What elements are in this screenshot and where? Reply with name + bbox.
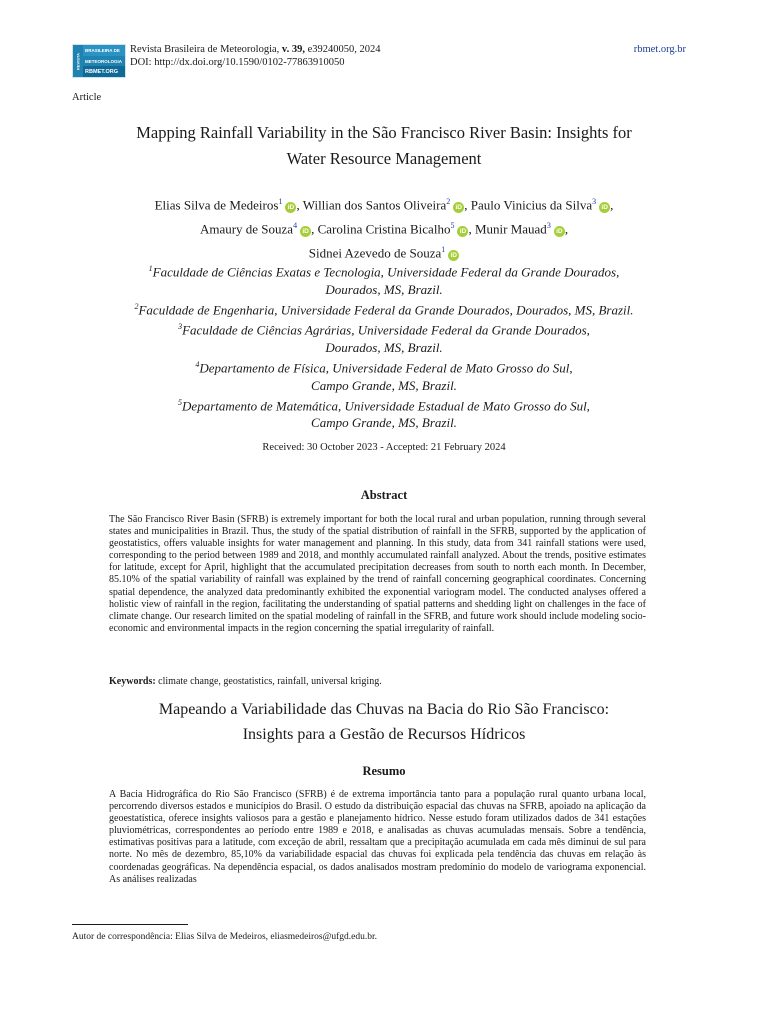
- resumo-text: A Bacia Hidrográfica do Rio São Francisco (SFRB) é de extrema importância tanto para a população rural quanto urbana local, percorrendo diversos estados e municípios do Brasil. O estudo da distribuição espacial das chuvas na SFRB, apoiado na aplicação da geoestatística, oferece insights valiosos para a gestão e planejamento hídrico. Nesse estudo foram utilizados dados de 341 estações pluviométricas, correspondentes ao período entre 1989 e 2018, e analisadas as chuvas acumuladas mensais. Sobre a tendência, estimativas positivas para a latitude, com exceção de abril, ressaltam que a precipitação acumulada em cada mês diminui de sul para norte. No mês de dezembro, 85,10% da variabilidade espacial das chuvas foi explicada pela tendência das chuvas em relação às coordenadas geográficas. Na dependência espacial, os dados analisados mostram predomínio do modelo de variograma exponencial. As análises realizadas: [109, 789, 646, 885]
- logo-line-1: BRASILEIRA DE: [83, 45, 125, 56]
- author-line-2: Amaury de Souza$^4$iD , Carolina Cristina Bicalho$^5$iD , Munir Mauad$^3$iD ,: [199, 220, 569, 237]
- affiliation-number: 1: [148, 264, 153, 273]
- article-id: e39240050, 2024: [307, 44, 381, 55]
- author-name: Elias Silva de Medeiros: [154, 197, 279, 213]
- journal-citation: [130, 43, 381, 56]
- received-dates: Received: 30 October 2023 - Accepted: 21 February 2024: [262, 442, 506, 453]
- affiliation-line: Faculdade de Engenharia, Universidade Federal da Grande Dourados, Dourados, MS, Brazil.: [138, 302, 634, 318]
- author-affil-ref[interactable]: 4: [293, 220, 298, 230]
- portuguese-title: [100, 697, 668, 747]
- orcid-icon[interactable]: iD: [554, 226, 565, 237]
- affiliation-line: Dourados, MS, Brazil.: [325, 339, 443, 355]
- keywords: [109, 676, 646, 688]
- keywords-list: climate change, geostatistics, rainfall, universal kriging.: [158, 676, 382, 687]
- author-name: Munir Mauad: [474, 221, 547, 237]
- pt-title-line-1: Mapeando a Variabilidade das Chuvas na Bacia do Rio São Francisco:: [158, 701, 610, 718]
- affiliation-line: Faculdade de Ciências Exatas e Tecnologia, Universidade Federal da Grande Dourados,: [152, 264, 620, 280]
- orcid-icon[interactable]: iD: [300, 226, 311, 237]
- pt-title-line-2: Insights para a Gestão de Recursos Hídricos: [242, 726, 526, 743]
- author-name: Sidnei Azevedo de Souza: [308, 244, 442, 260]
- affiliation-list: [100, 260, 668, 431]
- author-affil-ref[interactable]: 3: [546, 220, 551, 230]
- orcid-icon[interactable]: iD: [457, 226, 468, 237]
- logo-line-3: RBMET.ORG: [83, 66, 125, 77]
- author-affil-ref[interactable]: 1: [278, 197, 283, 206]
- logo-line-2: METEOROLOGIA: [83, 56, 125, 67]
- author-line-1: Elias Silva de Medeiros$^1$iD , Willian dos Santos Oliveira$^2$iD , Paulo Vinicius da Silva$^3$iD ,: [154, 197, 614, 213]
- author-affil-ref[interactable]: 2: [446, 197, 451, 206]
- affiliation-item: [100, 394, 668, 415]
- affiliation-item: [100, 318, 668, 339]
- corresponding-author-footnote: Autor de correspondência: Elias Silva de Medeiros, eliasmedeiros@ufgd.edu.br.: [72, 932, 378, 942]
- footnote-divider: [72, 924, 188, 925]
- orcid-icon[interactable]: iD: [448, 250, 459, 261]
- orcid-icon[interactable]: iD: [285, 202, 296, 213]
- affiliation-line: Departamento de Física, Universidade Federal de Mato Grosso do Sul,: [199, 360, 573, 376]
- journal-name: Revista Brasileira de Meteorologia,: [130, 44, 280, 55]
- title-line-1: Mapping Rainfall Variability in the São Francisco River Basin: Insights for: [136, 123, 632, 142]
- logo-side-text: REVISTA: [73, 45, 83, 77]
- journal-logo[interactable]: [72, 44, 126, 78]
- orcid-icon[interactable]: iD: [453, 202, 464, 213]
- affiliation-line: Campo Grande, MS, Brazil.: [311, 415, 457, 431]
- author-name: Amaury de Souza: [199, 221, 294, 237]
- affiliation-number: 4: [195, 360, 200, 369]
- author-list: [100, 192, 668, 263]
- affiliation-item: [100, 260, 668, 281]
- author-name: Carolina Cristina Bicalho: [317, 221, 451, 237]
- affiliation-line: Dourados, MS, Brazil.: [325, 281, 443, 297]
- author-name: Paulo Vinicius da Silva: [470, 197, 593, 213]
- affiliation-line: Faculdade de Ciências Agrárias, Universidade Federal da Grande Dourados,: [182, 322, 590, 338]
- logo-main: [83, 45, 125, 77]
- affiliation-line: Departamento de Matemática, Universidade Estadual de Mato Grosso do Sul,: [182, 398, 590, 414]
- article-type: Article: [72, 92, 102, 103]
- journal-header: [72, 42, 686, 78]
- abstract-text: The São Francisco River Basin (SFRB) is extremely important for both the local rural and urban population, running through several states and municipalities in Brazil. Thus, the study of the spatial distribution of rainfall in the SFRB, supported by the application of geostatistics, offers valuable insights for water management and planning. In this study, data from 341 rainfall stations were used, corresponding to the period between 1989 and 2018, and monthly accumulated rainfall analyzed. About the trends, positive estimates for latitude, except for April, highlight that the accumulated precipitation decreases from south to north each month. In December, 85.10% of the spatial variability of rainfall was explained by the trend of rainfall concerning geographical coordinates. Concerning spatial dependence, the analyzed data predominantly exhibited the exponential variogram model. The conducted analyses offered a holistic view of rainfall in the region, facilitating the understanding of spatial patterns and shedding light on challenges in the face of climate change. Our research limited on the spatial modeling of rainfall in the SFRB, and future work should include modeling socio-economic and environmental impacts in the region concerning the spatial irregularity of rainfall.: [109, 514, 646, 634]
- author-name: Willian dos Santos Oliveira: [302, 197, 447, 213]
- doi-link[interactable]: DOI: http://dx.doi.org/10.1590/0102-77863910050: [130, 57, 345, 68]
- author-affil-ref[interactable]: 5: [450, 220, 455, 230]
- website-link[interactable]: rbmet.org.br: [633, 44, 686, 55]
- affiliation-number: 2: [134, 301, 139, 311]
- resumo-heading: Resumo: [362, 764, 406, 778]
- keywords-label: Keywords:: [109, 676, 156, 687]
- paper-title: [100, 120, 668, 172]
- journal-volume: v. 39,: [281, 44, 305, 55]
- affiliation-number: 3: [178, 322, 183, 332]
- affiliation-number: 5: [178, 397, 183, 407]
- author-affil-ref[interactable]: 1: [441, 244, 446, 254]
- affiliation-item: [100, 356, 668, 377]
- orcid-icon[interactable]: iD: [599, 202, 610, 213]
- title-line-2: Water Resource Management: [286, 149, 482, 168]
- author-affil-ref[interactable]: 3: [592, 197, 597, 206]
- affiliation-line: Campo Grande, MS, Brazil.: [311, 377, 457, 393]
- affiliation-item: [100, 298, 668, 319]
- abstract-heading: Abstract: [360, 488, 408, 502]
